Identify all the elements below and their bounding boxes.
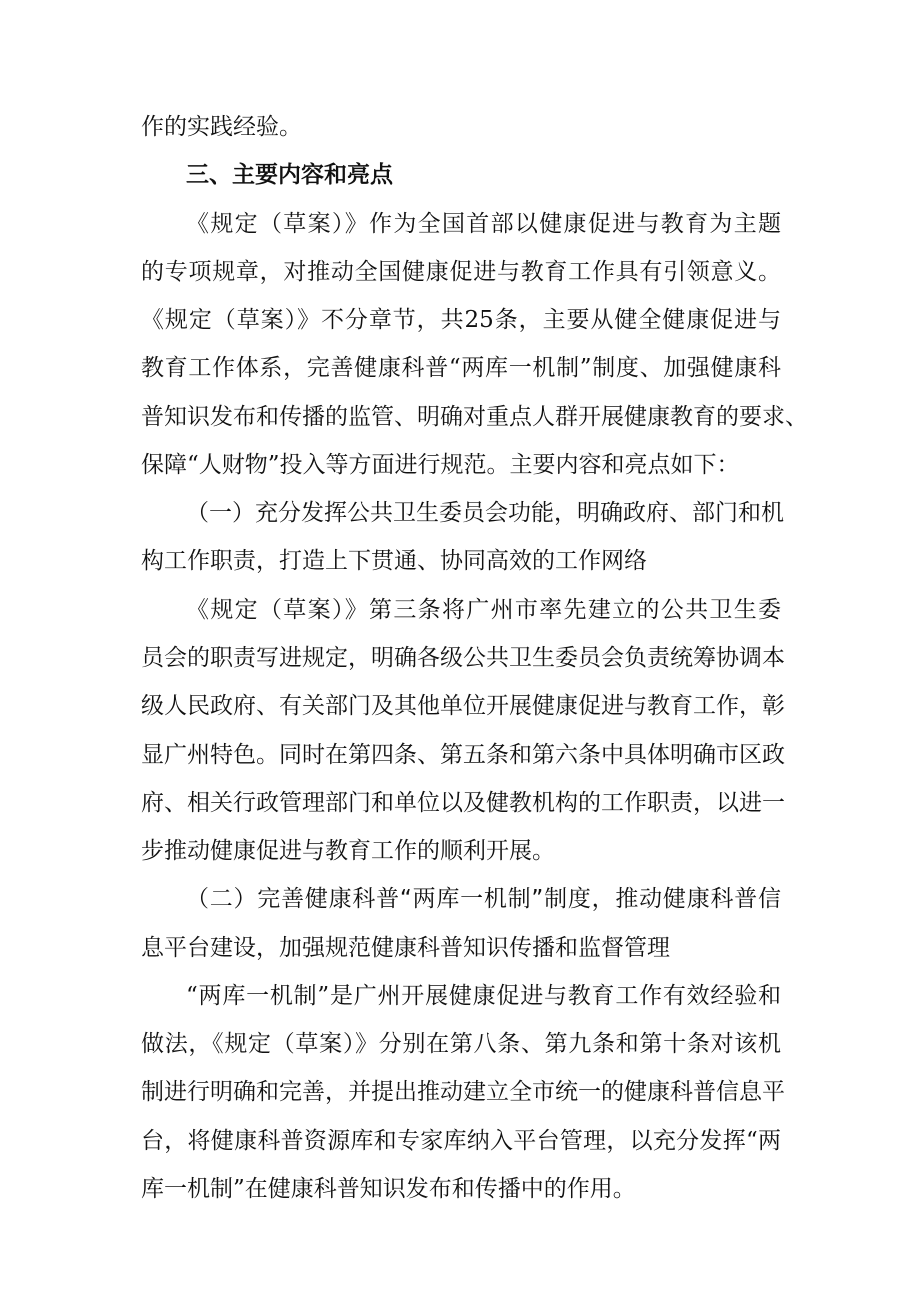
paragraph-line: 保障“人财物”投入等方面进行规范。主要内容和亮点如下： [141,452,740,478]
paragraph-line: 作的实践经验。 [141,114,302,140]
subsection-heading: （一）充分发挥公共卫生委员会功能，明确政府、部门和机 [186,500,784,526]
paragraph-line: 台，将健康科普资源库和专家库纳入平台管理，以充分发挥“两 [141,1128,781,1154]
paragraph-line: 的专项规章，对推动全国健康促进与教育工作具有引领意义。 [141,259,781,285]
paragraph-line: 《规定（草案）》第三条将广州市率先建立的公共卫生委 [186,597,781,623]
paragraph-line: 教育工作体系，完善健康科普“两库一机制”制度、加强健康科 [141,355,781,381]
subsection-heading: 息平台建设，加强规范健康科普知识传播和监督管理 [141,935,670,961]
paragraph-line: 库一机制”在健康科普知识发布和传播中的作用。 [141,1176,636,1202]
paragraph-line: 员会的职责写进规定，明确各级公共卫生委员会负责统筹协调本 [141,645,785,671]
paragraph-line: 府、相关行政管理部门和单位以及健教机构的工作职责，以进一 [141,790,785,816]
paragraph-line: 《规定（草案）》不分章节，共25条，主要从健全健康促进与 [141,307,781,333]
paragraph-line: 显广州特色。同时在第四条、第五条和第六条中具体明确市区政 [141,742,785,768]
subsection-heading: 构工作职责，打造上下贯通、协同高效的工作网络 [141,548,647,574]
paragraph-line: 普知识发布和传播的监管、明确对重点人群开展健康教育的要求、 [141,404,808,430]
section-heading: 三、主要内容和亮点 [186,162,393,188]
subsection-heading: （二）完善健康科普“两库一机制”制度，推动健康科普信 [186,886,781,912]
paragraph-line: 级人民政府、有关部门及其他单位开展健康促进与教育工作，彰 [141,693,785,719]
paragraph-line: 《规定（草案）》作为全国首部以健康促进与教育为主题 [186,211,781,237]
paragraph-line: “两库一机制”是广州开展健康促进与教育工作有效经验和 [186,983,781,1009]
paragraph-line: 步推动健康促进与教育工作的顺利开展。 [141,838,555,864]
paragraph-line: 做法，《规定（草案）》分别在第八条、第九条和第十条对该机 [141,1031,781,1057]
paragraph-line: 制进行明确和完善，并提出推动建立全市统一的健康科普信息平 [141,1079,785,1105]
